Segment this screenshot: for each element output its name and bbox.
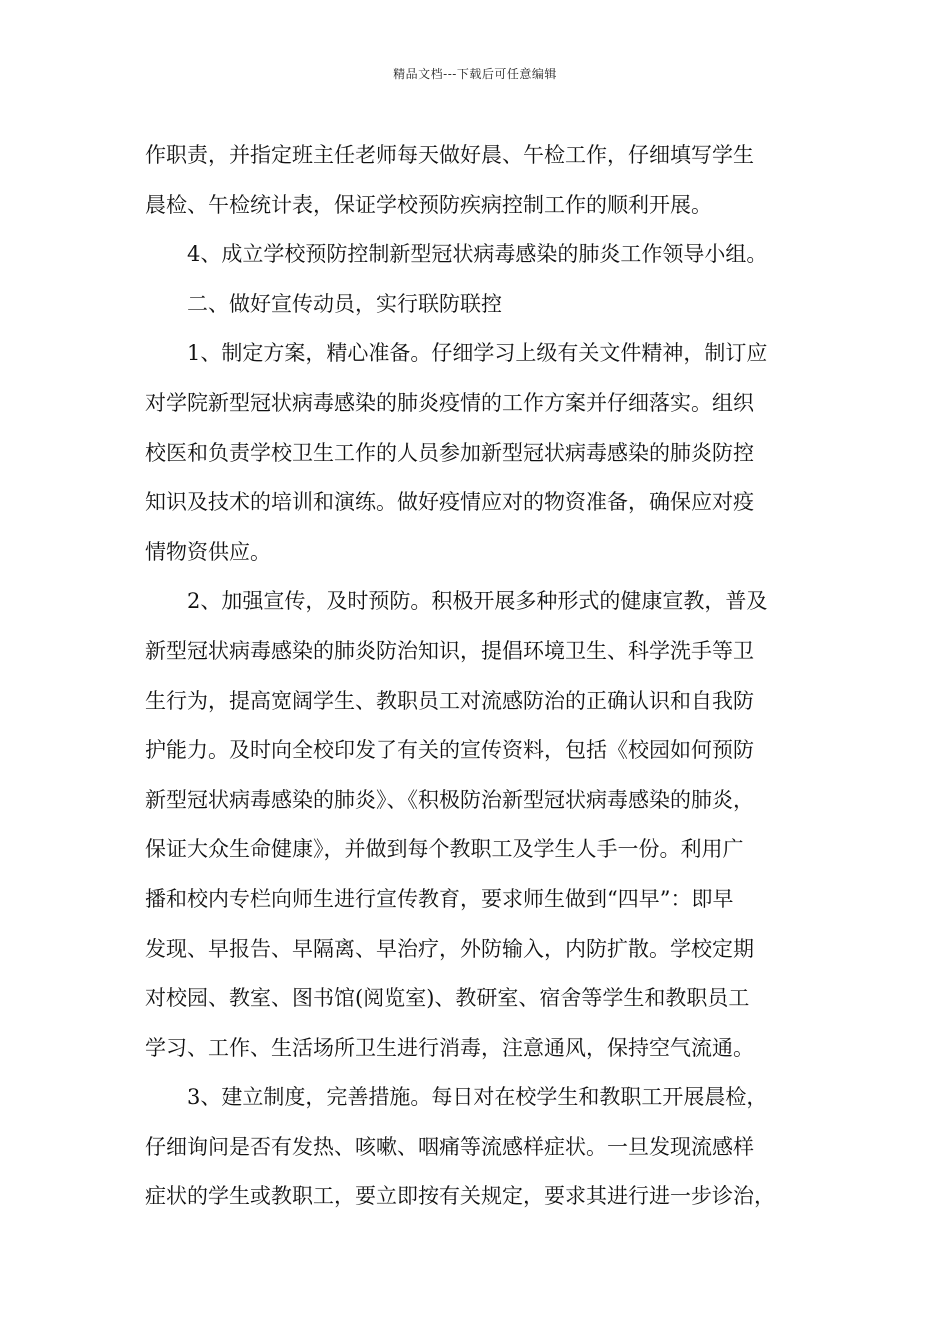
text-line: 发现、早报告、早隔离、早治疗，外防输入，内防扩散。学校定期 <box>145 936 754 961</box>
text-line: 晨检、午检统计表，保证学校预防疾病控制工作的顺利开展。 <box>145 192 712 217</box>
text-line: 学习、工作、生活场所卫生进行消毒，注意通风，保持空气流通。 <box>145 1035 754 1060</box>
text-line: 2、加强宣传，及时预防。积极开展多种形式的健康宣教，普及 <box>187 589 768 614</box>
text-line: 对学院新型冠状病毒感染的肺炎疫情的工作方案并仔细落实。组织 <box>145 390 754 415</box>
text-line: 3、建立制度，完善措施。每日对在校学生和教职工开展晨检， <box>187 1085 768 1110</box>
section-heading: 二、做好宣传动员，实行联防联控 <box>187 291 502 316</box>
text-line: 新型冠状病毒感染的肺炎防治知识，提倡环境卫生、科学洗手等卫 <box>145 638 754 663</box>
page-header: 精品文档---下载后可任意编辑 <box>393 67 557 81</box>
text-line: 护能力。及时向全校印发了有关的宣传资料，包括《校园如何预防 <box>145 738 754 763</box>
text-line: 保证大众生命健康》，并做到每个教职工及学生人手一份。利用广 <box>145 837 744 862</box>
text-line: 生行为，提高宽阔学生、教职员工对流感防治的正确认识和自我防 <box>145 688 754 713</box>
text-line: 知识及技术的培训和演练。做好疫情应对的物资准备，确保应对疫 <box>145 490 754 515</box>
text-line: 播和校内专栏向师生进行宣传教育，要求师生做到“四早”：即早 <box>145 886 734 911</box>
text-line: 校医和负责学校卫生工作的人员参加新型冠状病毒感染的肺炎防控 <box>145 440 754 465</box>
text-line: 症状的学生或教职工，要立即按有关规定，要求其进行进一步诊治， <box>145 1184 775 1209</box>
text-line: 仔细询问是否有发热、咳嗽、咽痛等流感样症状。一旦发现流感样 <box>145 1134 754 1159</box>
text-line: 作职责，并指定班主任老师每天做好晨、午检工作，仔细填写学生 <box>145 143 754 167</box>
text-line: 对校园、教室、图书馆(阅览室)、教研室、宿舍等学生和教职员工 <box>145 986 750 1011</box>
text-line: 新型冠状病毒感染的肺炎》、《积极防治新型冠状病毒感染的肺炎， <box>145 787 754 812</box>
text-line: 1、制定方案，精心准备。仔细学习上级有关文件精神，制订应 <box>187 341 768 366</box>
body-text <box>145 131 825 1222</box>
text-line: 4、成立学校预防控制新型冠状病毒感染的肺炎工作领导小组。 <box>187 242 768 267</box>
text-line: 情物资供应。 <box>145 539 271 564</box>
